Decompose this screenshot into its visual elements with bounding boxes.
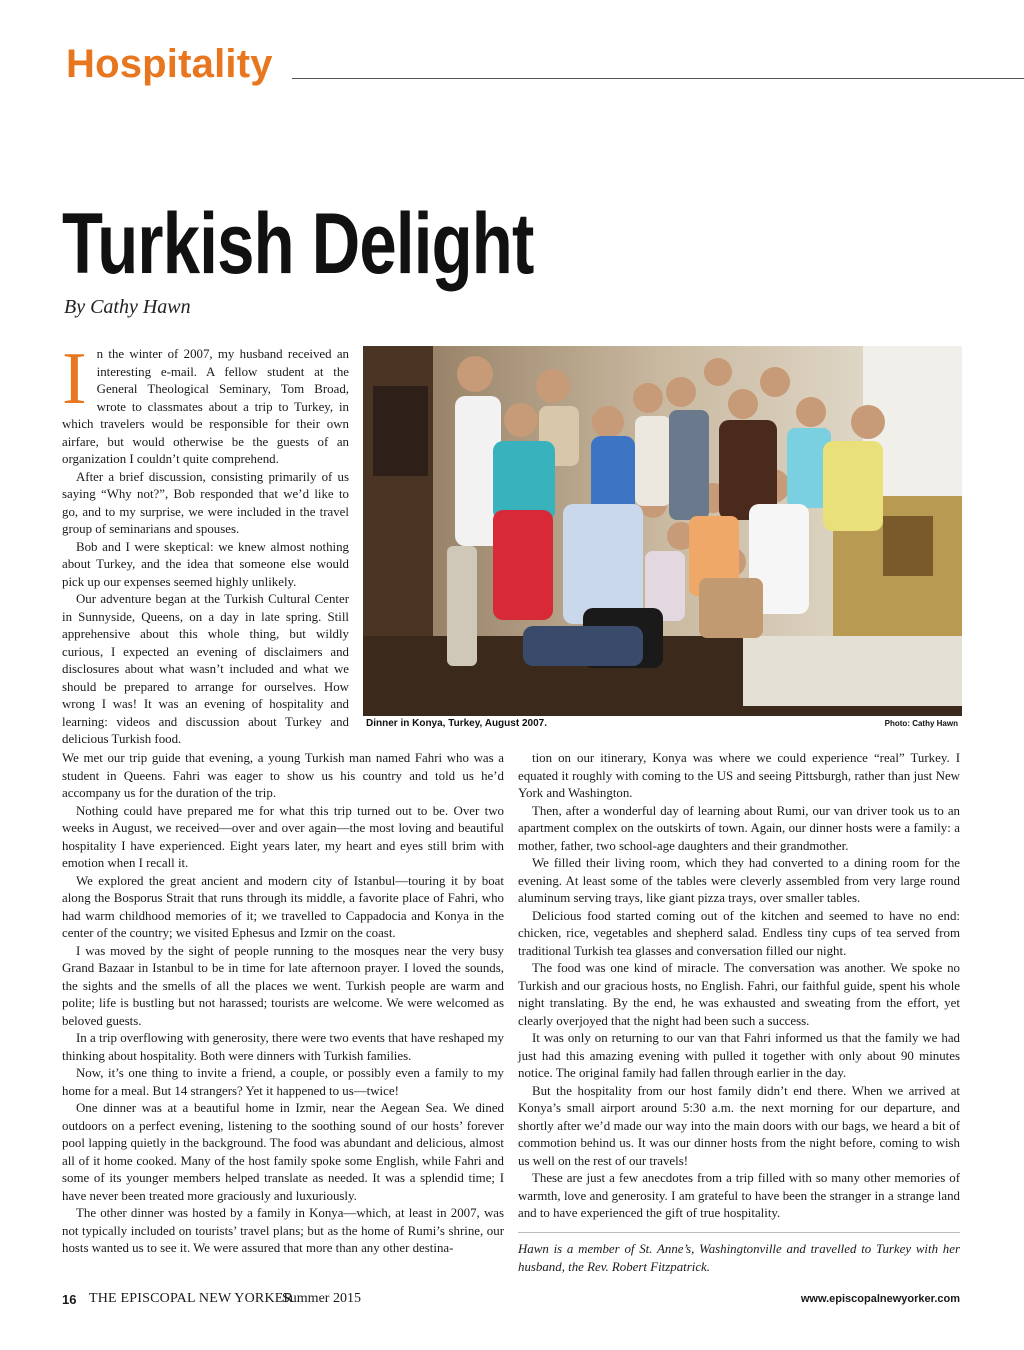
section-heading: Hospitality: [66, 42, 273, 86]
paragraph: After a brief discussion, consisting primarily of us saying “Why not?”, Bob responded that we’d like to go, and to my surprise, we were included in the travel group of seminarians and spouses.: [62, 469, 349, 536]
intro-column: [62, 338, 349, 749]
right-column: [518, 750, 960, 1223]
paragraph: We met our trip guide that evening, a young Turkish man named Fahri who was a student in Queens. Fahri was eager to show us his country and told us he’d accompany us for the duration of the trip.: [62, 751, 504, 800]
paragraph: Our adventure began at the Turkish Cultural Center in Sunnyside, Queens, on a day in late spring. Still apprehensive about this whole thing, but wildly curious, I expected an evening of disclaimers and disclosures about what wasn’t included and what we should be prepared to arrange for ourselves. How wrong I was! It was an evening of hospitality and learning: videos and discussion about Turkey and delicious Turkish food.: [62, 592, 349, 746]
paragraph: In a trip overflowing with generosity, there were two events that have reshaped my thinking about hospitality. Both were dinners with Turkish families.: [62, 1031, 504, 1063]
footer-issue: Summer 2015: [282, 1291, 361, 1306]
footer-page-number: 16: [62, 1292, 77, 1307]
left-column: [62, 750, 504, 1258]
bio-rule: [518, 1232, 960, 1233]
group-photo: [363, 346, 962, 716]
paragraph: The food was one kind of miracle. The conversation was another. We spoke no Turkish and our gracious hosts, no English. Fahri, our faithful guide, spent his whole night translating. By the end, he was exhausted and sweating from the effort, yet clearly overjoyed that the night had been such a success.: [518, 961, 960, 1028]
paragraph-text: n the winter of 2007, my husband received an interesting e-mail. A fellow student at the General Theological Seminary, Tom Broad, wrote to classmates about a trip to Turkey, in which travelers would be responsible for their own airfare, but would otherwise be the guests of an organization I couldn’t quite comprehend.: [62, 347, 349, 466]
photo-credit: Photo: Cathy Hawn: [884, 719, 958, 728]
paragraph: Then, after a wonderful day of learning about Rumi, our van driver took us to an apartment complex on the outskirts of town. Again, our dinner hosts were a family: a mother, father, two school-age daughters and their grandmother.: [518, 803, 960, 853]
footer-url[interactable]: www.episcopalnewyorker.com: [800, 1293, 960, 1305]
photo-caption: Dinner in Konya, Turkey, August 2007.: [366, 718, 547, 729]
paragraph: But the hospitality from our host family didn’t end there. When we arrived at Konya’s small airport around 5:30 a.m. the next morning for our departure, and shortly after we’d made our way into the main doors with our bags, we heard a bit of commotion behind us. It was our dinner hosts from the night before, coming to wish us well on the rest of our travels!: [518, 1083, 960, 1168]
section-rule: [292, 78, 1024, 79]
author-bio: Hawn is a member of St. Anne’s, Washingtonville and travelled to Turkey with her husband, the Rev. Robert Fitzpatrick.: [518, 1242, 960, 1274]
footer-publication: THE EPISCOPAL NEW YORKER: [89, 1291, 294, 1306]
paragraph: Delicious food started coming out of the kitchen and seemed to have no end: chicken, rice, vegetables and shepherd salad. Endless tiny cups of tea served from traditional Turkish tea glasses and conversation filled our night.: [518, 908, 960, 958]
paragraph: These are just a few anecdotes from a trip filled with so many other memories of warmth, love and generosity. I am grateful to have been the stranger in a strange land and to have experienced the gift of true hospitality.: [518, 1171, 960, 1220]
paragraph: One dinner was at a beautiful home in Izmir, near the Aegean Sea. We dined outdoors on a perfect evening, listening to the soothing sound of our hosts’ forever pool lapping quietly in the background. The food was abundant and delicious, almost all of it home cooked. Many of the host family spoke some English, while Fahri and some of its younger members helped translate as needed. It was a splendid time; I have never been treated more graciously and luxuriously.: [62, 1101, 504, 1203]
paragraph: Nothing could have prepared me for what this trip turned out to be. Over two weeks in August, we received—over and over again—the most loving and beautiful hospitality I have experienced. Eight years later, my heart and eyes still brim with emotion when I recall it.: [62, 803, 504, 870]
byline: By Cathy Hawn: [64, 296, 191, 318]
paragraph: tion on our itinerary, Konya was where we could experience “real” Turkey. I equated it roughly with coming to the US and seeing Pittsburgh, rather than just New York and Washington.: [518, 751, 960, 800]
paragraph: [62, 338, 349, 469]
paragraph: I was moved by the sight of people running to the mosques near the very busy Grand Bazaar in Istanbul to be in time for late afternoon prayer. I loved the sounds, the sights and the smells of all the places we went. Turkish people are warm and polite; life is bustling but not harassed; tourists are welcome. We were welcomed as beloved guests.: [62, 943, 504, 1028]
paragraph: We explored the great ancient and modern city of Istanbul—touring it by boat along the Bosporus Strait that runs through its middle, a favorite place of Fahri, who had warm childhood memories of it; we travelled to Cappadocia and Konya in the center of the country; we visited Ephesus and Izmir on the coast.: [62, 873, 504, 940]
group-photo-image: [363, 346, 962, 716]
paragraph: The other dinner was hosted by a family in Konya—which, at least in 2007, was not typically included on tourists’ travel plans; but as the home of Rumi’s shrine, our hosts wanted us to see it. We were assured that more than any other destina-: [62, 1206, 504, 1255]
paragraph: Bob and I were skeptical: we knew almost nothing about Turkey, and the idea that someone else would pick up our expenses seemed highly unlikely.: [62, 539, 349, 589]
article-title: Turkish Delight: [62, 196, 534, 292]
paragraph: Now, it’s one thing to invite a friend, a couple, or possibly even a family to my home for a meal. But 14 strangers? Yet it happened to us—twice!: [62, 1066, 504, 1098]
drop-cap: I: [62, 338, 87, 420]
paragraph: We filled their living room, which they had converted to a dining room for the evening. At least some of the tables were cleverly assembled from very large round aluminum serving trays, like giant pizza trays, over smaller tables.: [518, 856, 960, 905]
paragraph: It was only on returning to our van that Fahri informed us that the family we had just had this amazing evening with pulled it together with only about 90 minutes notice. The original family had fallen through earlier in the day.: [518, 1031, 960, 1080]
